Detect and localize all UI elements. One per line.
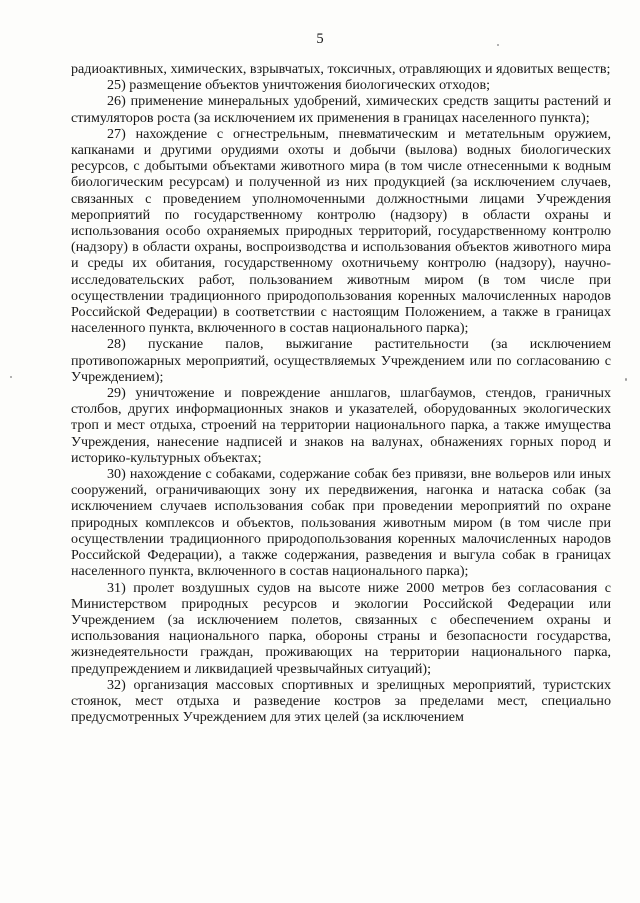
document-body xyxy=(71,61,611,725)
page-number: 5 xyxy=(316,31,324,47)
list-item-32: 32) организация массовых спортивных и зрелищных мероприятий, туристских стоянок, мест отдыха и разведение костров за пределами мест, специально предусмотренных Учреждением для этих целей (за исключением xyxy=(71,676,611,726)
list-item-27: 27) нахождение с огнестрельным, пневматическим и метательным оружием, капканами и другими орудиями охоты и добычи (вылова) водных биологических ресурсов, с добытыми объектами животного мира (в том числе отнесенными к водным биологическим ресурсам) и полученной из них продукцией (за исключением случаев, связанных с проведением уполномоченными должностными лицами Учреждения мероприятий по государственному контролю (надзору) в области охраны и использования особо охраняемых природных территорий, государственному контролю (надзору) в области охраны, воспроизводства и использования объектов животного мира и среды их обитания, государственному охотничьему контролю (надзору), научно-исследовательских работ, пользованием животным миром (в том числе при осуществлении традиционного природопользования коренных малочисленных народов Российской Федерации) в соответствии с настоящим Положением, а также в границах населенного пункта, включенного в состав национального парка); xyxy=(71,125,611,337)
list-item-31: 31) пролет воздушных судов на высоте ниже 2000 метров без согласования с Министерством природных ресурсов и экологии Российской Федерации или Учреждением (за исключением полетов, связанных с обеспечением охраны и использования национального парка, обороны страны и безопасности государства, жизнедеятельности граждан, проживающих на территории национального парка, предупреждением и ликвидацией чрезвычайных ситуаций); xyxy=(71,579,611,677)
paragraph-continuation: радиоактивных, химических, взрывчатых, токсичных, отравляющих и ядовитых веществ; xyxy=(71,61,611,77)
list-item-29: 29) уничтожение и повреждение аншлагов, шлагбаумов, стендов, граничных столбов, других информационных знаков и указателей, оборудованных экологических троп и мест отдыха, строений на территории национального парка, а также имущества Учреждения, нанесение надписей и знаков на валунах, обнажениях горных пород и историко-культурных объектах; xyxy=(71,385,611,466)
scan-speck xyxy=(497,44,499,46)
list-item-26: 26) применение минеральных удобрений, химических средств защиты растений и стимуляторов роста (за исключением их применения в границах населенного пункта); xyxy=(71,93,611,126)
scan-speck xyxy=(10,376,12,378)
list-item-28: 28) пускание палов, выжигание растительности (за исключением противопожарных мероприятий, осуществляемых Учреждением или по согласованию с Учреждением); xyxy=(71,336,611,385)
list-item-30: 30) нахождение с собаками, содержание собак без привязи, вне вольеров или иных сооружений, ограничивающих зону их передвижения, нагонка и натаска собак (за исключением случаев использования собак при проведении мероприятий по охране природных комплексов и объектов, пользования животным миром (в том числе при осуществлении традиционного природопользования коренных малочисленных народов Российской Федерации), а также содержания, разведения и выгула собак в границах населенного пункта, включенного в состав национального парка); xyxy=(71,466,611,580)
list-item-25: 25) размещение объектов уничтожения биологических отходов; xyxy=(107,77,491,94)
scan-speck xyxy=(625,378,627,381)
